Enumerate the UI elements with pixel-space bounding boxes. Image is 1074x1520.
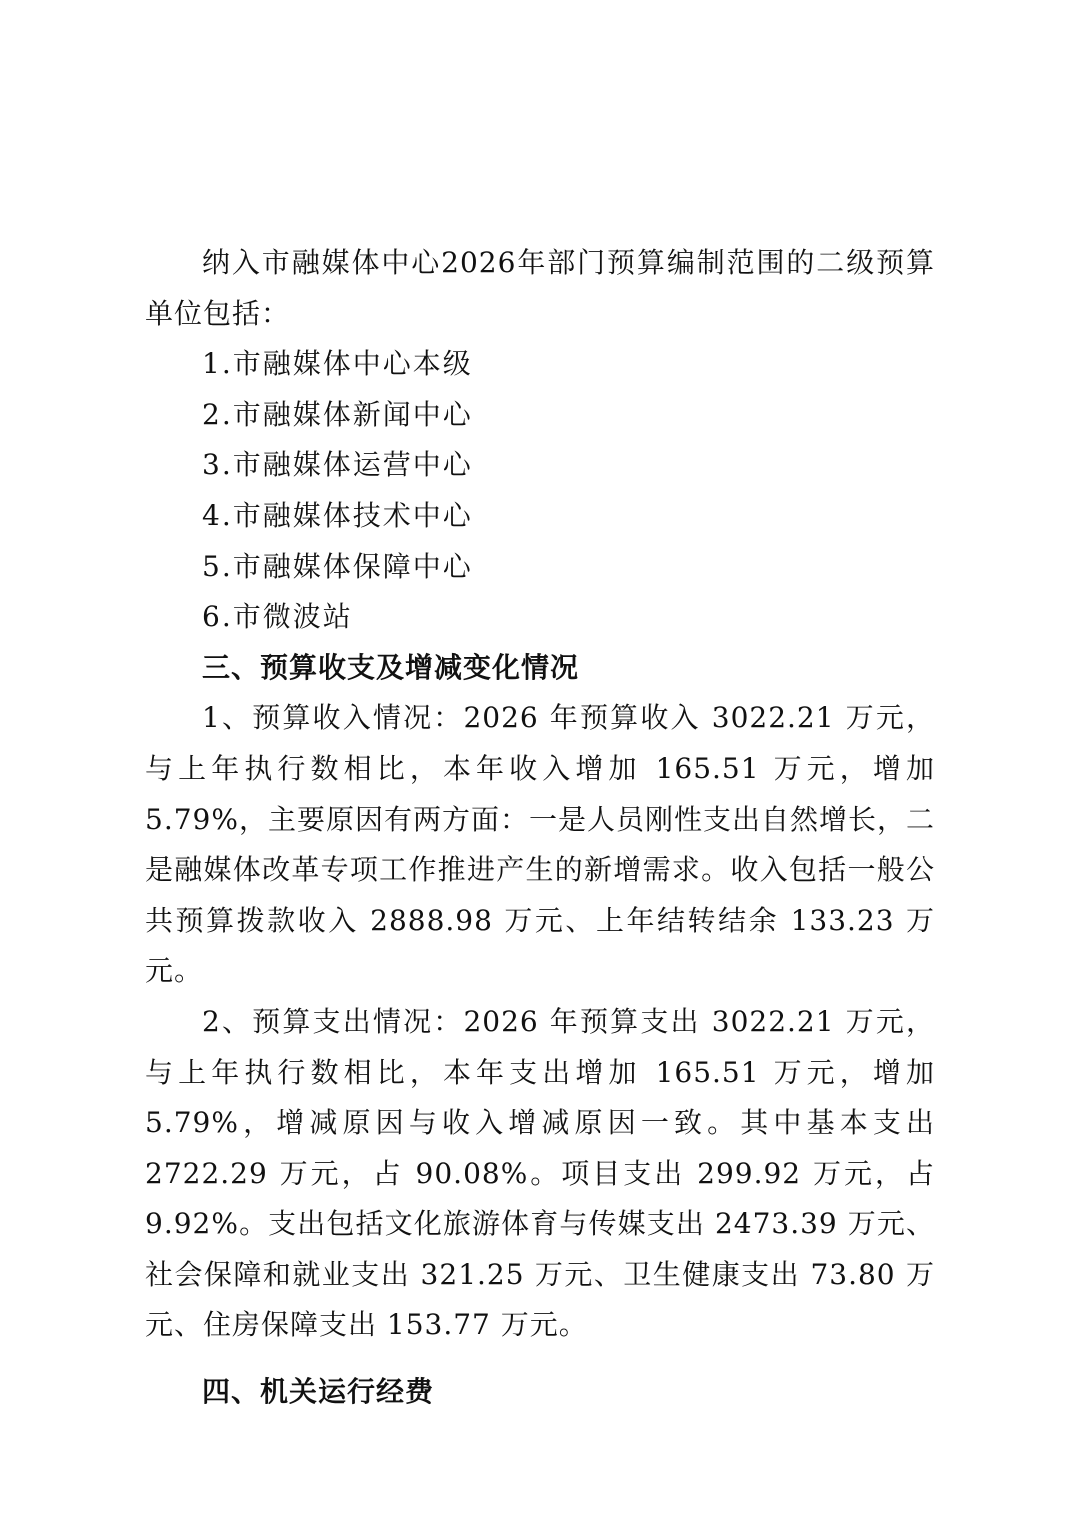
unit-item-6: 6.市微波站 <box>202 600 353 634</box>
intro-paragraph: 纳入市融媒体中心2026年部门预算编制范围的二级预算单位包括： <box>145 246 935 330</box>
unit-item-5: 5.市融媒体保障中心 <box>202 549 473 583</box>
expenditure-paragraph: 2、预算支出情况：2026 年预算支出 3022.21 万元，与上年执行数相比，本年支出增加 165.51 万元，增加 5.79%，增减原因与收入增减原因一致。其中基本支出 2722.29 万元，占 90.08%。项目支出 299.92 万元，占 9.92%。支出包括文化旅游体育与传媒支出 2473.39 万元、社会保障和就业支出 321.25 万元、卫生健康支出 73.80 万元、住房保障支出 153.77 万元。 <box>145 1004 935 1342</box>
income-paragraph: 1、预算收入情况：2026 年预算收入 3022.21 万元，与上年执行数相比，本年收入增加 165.51 万元，增加 5.79%，主要原因有两方面：一是人员刚性支出自然增长，二是融媒体改革专项工作推进产生的新增需求。收入包括一般公共预算拨款收入 2888.98 万元、上年结转结余 133.23 万元。 <box>145 701 935 988</box>
document-body <box>145 238 935 1418</box>
unit-item-4: 4.市融媒体技术中心 <box>202 498 473 532</box>
section-3-heading: 三、预算收支及增减变化情况 <box>202 650 580 684</box>
unit-item-1: 1.市融媒体中心本级 <box>202 347 473 381</box>
unit-item-3: 3.市融媒体运营中心 <box>202 448 473 482</box>
section-4-heading: 四、机关运行经费 <box>202 1375 435 1409</box>
unit-item-2: 2.市融媒体新闻中心 <box>202 397 473 431</box>
